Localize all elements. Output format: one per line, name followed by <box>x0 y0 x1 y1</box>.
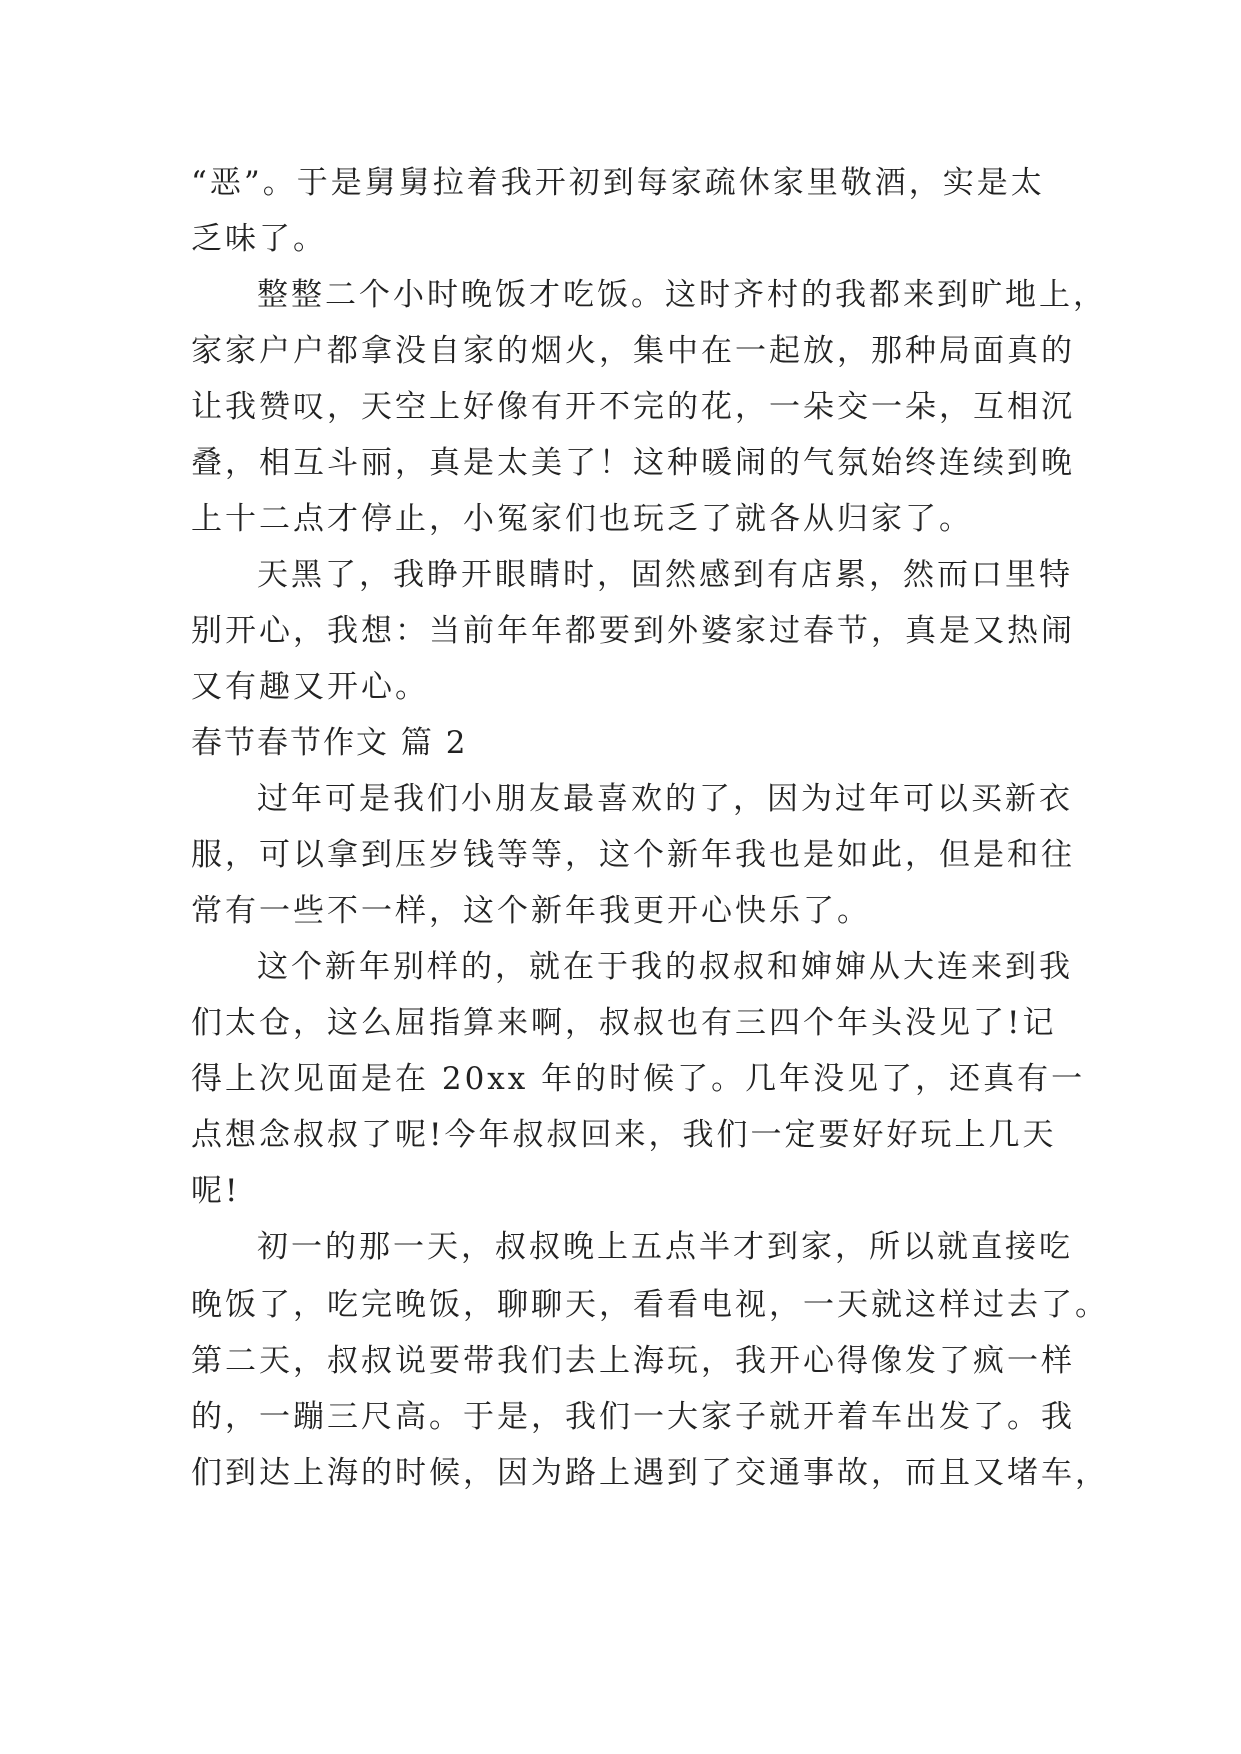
text-line: 们太仓，这么屈指算来啊，叔叔也有三四个年头没见了!记 <box>191 1005 1057 1041</box>
text-line: 又有趣又开心。 <box>191 669 429 705</box>
text-line: 晚饭了，吃完晚饭，聊聊天，看看电视，一天就这样过去了。 <box>191 1287 1109 1323</box>
text-line: 叠，相互斗丽，真是太美了！这种暖闹的气氛始终连续到晚 <box>191 445 1075 481</box>
text-line: 乏味了。 <box>191 221 327 257</box>
paragraph-start: 天黑了，我睁开眼睛时，固然感到有店累，然而口里特 <box>257 557 1073 593</box>
text-line: 们到达上海的时候，因为路上遇到了交通事故，而且又堵车， <box>191 1455 1109 1491</box>
text-line: 常有一些不一样，这个新年我更开心快乐了。 <box>191 893 871 929</box>
text-line: “恶”。于是舅舅拉着我开初到每家疏休家里敬酒，实是太 <box>191 165 1045 201</box>
text-line: 呢! <box>191 1173 241 1209</box>
text-line: 服，可以拿到压岁钱等等，这个新年我也是如此，但是和往 <box>191 837 1075 873</box>
text-line: 上十二点才停止，小冤家们也玩乏了就各从归家了。 <box>191 501 973 537</box>
paragraph-start: 过年可是我们小朋友最喜欢的了，因为过年可以买新衣 <box>257 781 1073 817</box>
text-line: 别开心，我想：当前年年都要到外婆家过春节，真是又热闹 <box>191 613 1075 649</box>
document-body <box>191 155 1109 1501</box>
paragraph-start: 初一的那一天，叔叔晚上五点半才到家，所以就直接吃 <box>257 1229 1073 1265</box>
paragraph-start: 整整二个小时晚饭才吃饭。这时齐村的我都来到旷地上， <box>257 277 1107 313</box>
text-line: 得上次见面是在 20xx 年的时候了。几年没见了，还真有一 <box>191 1061 1086 1097</box>
text-line: 第二天，叔叔说要带我们去上海玩，我开心得像发了疯一样 <box>191 1343 1075 1379</box>
paragraph-start: 这个新年别样的，就在于我的叔叔和婶婶从大连来到我 <box>257 949 1073 985</box>
text-line: 让我赞叹，天空上好像有开不完的花，一朵交一朵，互相沉 <box>191 389 1075 425</box>
text-line: 点想念叔叔了呢!今年叔叔回来，我们一定要好好玩上几天 <box>191 1117 1057 1153</box>
text-line: 的，一蹦三尺高。于是，我们一大家子就开着车出发了。我 <box>191 1399 1075 1435</box>
section-heading: 春节春节作文 篇 2 <box>191 725 468 761</box>
text-line: 家家户户都拿没自家的烟火，集中在一起放，那种局面真的 <box>191 333 1075 369</box>
